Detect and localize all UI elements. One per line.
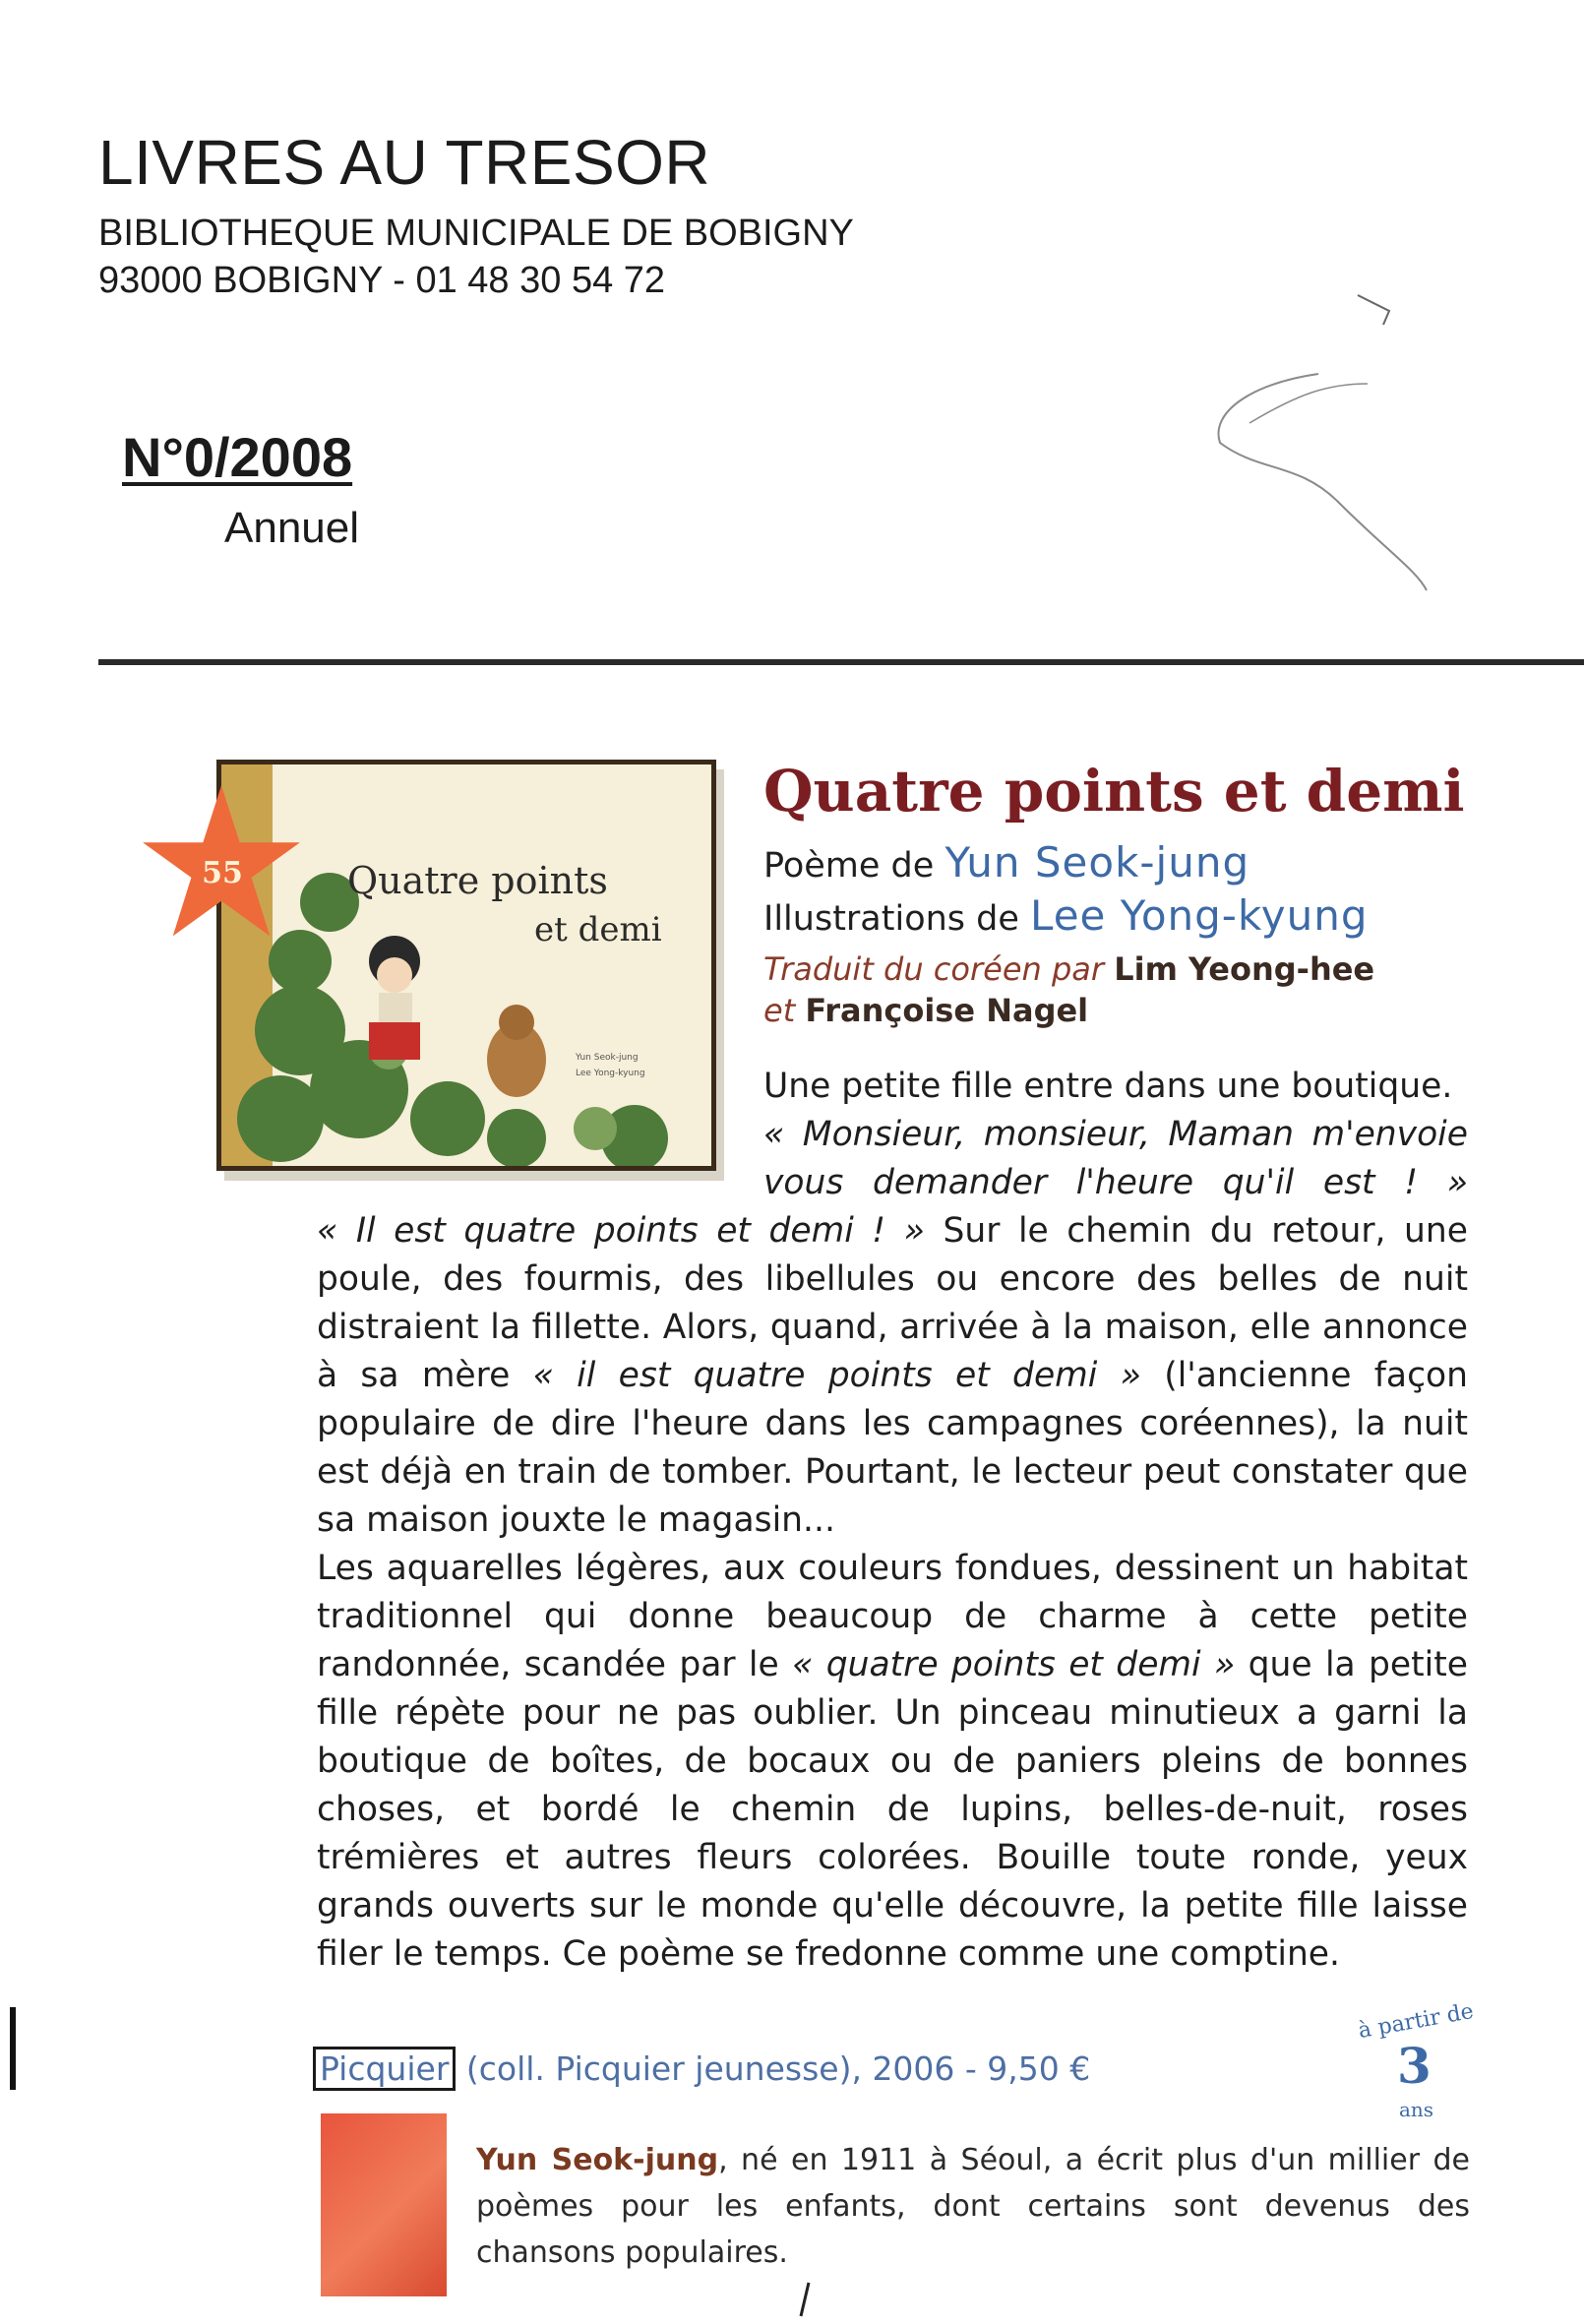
review-paragraph-1: [317, 1207, 1468, 1545]
illustrator-name: Lee Yong-kyung: [1030, 891, 1369, 940]
library-address: 93000 BOBIGNY - 01 48 30 54 72: [98, 260, 666, 301]
book-title: Quatre points et demi: [763, 758, 1465, 825]
translator-2: Françoise Nagel: [805, 992, 1089, 1029]
translator-1: Lim Yeong-hee: [1114, 950, 1375, 988]
credit-illustrations: [763, 891, 1369, 940]
cover-title-line2: et demi: [534, 910, 662, 949]
cover-title-line1: Quatre points: [347, 859, 608, 902]
bio-author-name: Yun Seok-jung: [476, 2143, 719, 2177]
library-subtitle: BIBLIOTHEQUE MUNICIPALE DE BOBIGNY: [98, 213, 854, 254]
review-quote-1: « Monsieur, monsieur, Maman m'envoie vous demander l'heure qu'il est ! »: [763, 1115, 1468, 1202]
author-bio: [476, 2137, 1470, 2276]
translated-label: Traduit du coréen par: [763, 950, 1105, 988]
scan-margin-mark: [10, 2007, 16, 2090]
credit-translation-2: [763, 992, 1088, 1029]
illustrations-label: Illustrations de: [763, 899, 1019, 939]
cover-credits: [576, 1050, 645, 1081]
issue-number: N°0/2008: [122, 426, 353, 488]
cover-credit-author: Yun Seok-jung: [576, 1053, 639, 1063]
star-badge-number: 55: [202, 856, 243, 890]
publisher-line: [313, 2047, 1090, 2091]
review-quote-3: « il est quatre points et demi »: [532, 1356, 1141, 1395]
cover-credit-illustrator: Lee Yong-kyung: [576, 1069, 645, 1078]
header-divider: [98, 659, 1584, 665]
age-number: 3: [1397, 2037, 1432, 2095]
review-intro: [763, 1063, 1468, 1207]
credit-poem: [763, 838, 1249, 887]
age-prefix: à partir de: [1356, 1998, 1476, 2045]
library-name: LIVRES AU TRESOR: [98, 127, 711, 198]
review-quote-2: « Il est quatre points et demi ! »: [317, 1211, 925, 1251]
translator-join: et: [763, 992, 796, 1029]
issue-frequency: Annuel: [224, 504, 360, 552]
poem-label: Poème de: [763, 846, 935, 886]
publication-details: (coll. Picquier jeunesse), 2006 - 9,50 €: [465, 2049, 1091, 2088]
author-photo-thumbnail: [321, 2113, 447, 2296]
pencil-scribble: [1131, 275, 1505, 630]
publisher-name: Picquier: [313, 2047, 456, 2091]
review-quote-4: « quatre points et demi »: [792, 1645, 1236, 1684]
age-unit: ans: [1399, 2098, 1434, 2121]
review-text-3: Les aquarelles légères, aux couleurs fondues, dessinent un habitat traditionnel qui donne beaucoup de charme à cette petite randonnée, scandée par le: [317, 1549, 1468, 1684]
review-text-2: (l'ancienne façon populaire de dire l'heure dans les campagnes coréennes), la nuit est déjà en train de tomber. Pourtant, le lecteur peut constater que sa maison jouxte le magasin...: [317, 1356, 1469, 1540]
review-line-1: Une petite fille entre dans une boutique.: [763, 1067, 1453, 1106]
review-text-1: Sur le chemin du retour, une poule, des fourmis, des libellules ou encore des belles de nuit distraient la fillette. Alors, quand, arrivée à la maison, elle annonce à sa mère: [317, 1211, 1468, 1395]
review-text-4: que la petite fille répète pour ne pas oublier. Un pinceau minutieux a garni la boutique de boîtes, de bocaux ou de paniers pleins de bonnes choses, et bordé le chemin de lupins, belles-de-nuit, roses trémières et autres fleurs colorées. Bouille toute ronde, yeux grands ouverts sur le monde qu'elle découvre, la petite fille laisse filer le temps. Ce poème se fredonne comme une comptine.: [317, 1645, 1469, 1974]
scan-stroke-mark: [795, 2281, 815, 2320]
review-paragraph-2: [317, 1545, 1468, 1979]
credit-translation: [763, 950, 1374, 988]
bio-text: , né en 1911 à Séoul, a écrit plus d'un millier de poèmes pour les enfants, dont certains sont devenus des chansons populaires.: [476, 2143, 1470, 2270]
poem-author: Yun Seok-jung: [944, 838, 1250, 887]
age-badge: [1346, 1998, 1484, 2121]
